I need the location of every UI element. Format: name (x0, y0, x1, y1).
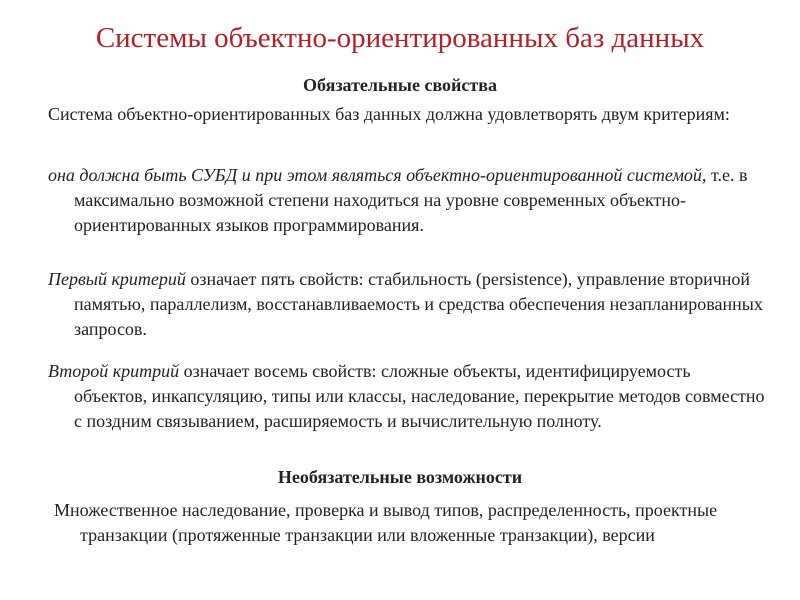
paragraph-dbms-and-oo (48, 163, 768, 238)
slide-title: Системы объектно-ориентированных баз данных (95, 22, 705, 54)
heading-optional-features: Необязательные возможности (277, 467, 523, 487)
paragraph-optional-features-text: Множественное наследование, проверка и вывод типов, распределенность, проектные транзакции (протяженные транзакции или вложенные транзакции), версии (54, 500, 718, 545)
heading-required-properties: Обязательные свойства (303, 75, 497, 95)
paragraph-optional-features (54, 498, 770, 548)
paragraph-dbms-and-oo-emphasis: она должна быть СУБД и при этом являться объектно-ориентированной системой (48, 165, 702, 185)
paragraph-second-criterion (48, 359, 768, 434)
paragraph-second-criterion-text: означает восемь свойств: сложные объекты, идентифицируемость объектов, инкапсуляцию, типы или классы, наследование, перекрытие методов совместно с поздним связыванием, расширяемость и вычислительную полноту. (74, 361, 765, 431)
paragraph-first-criterion-emphasis: Первый критерий (48, 269, 186, 289)
paragraph-first-criterion-text: означает пять свойств: стабильность (persistence), управление вторичной памятью, параллелизм, восстанавливаемость и средства обеспечения незапланированных запросов. (74, 269, 763, 339)
paragraph-dbms-and-oo-text: , т.е. в максимально возможной степени находиться на уровне современных объектно-ориентированных языков программирования. (74, 165, 748, 235)
paragraph-criteria-intro-text: Система объектно-ориентированных баз данных должна удовлетворять двум критериям: (48, 104, 730, 124)
paragraph-first-criterion (48, 267, 768, 342)
paragraph-criteria-intro (48, 102, 768, 127)
paragraph-second-criterion-emphasis: Второй критрий (48, 361, 180, 381)
